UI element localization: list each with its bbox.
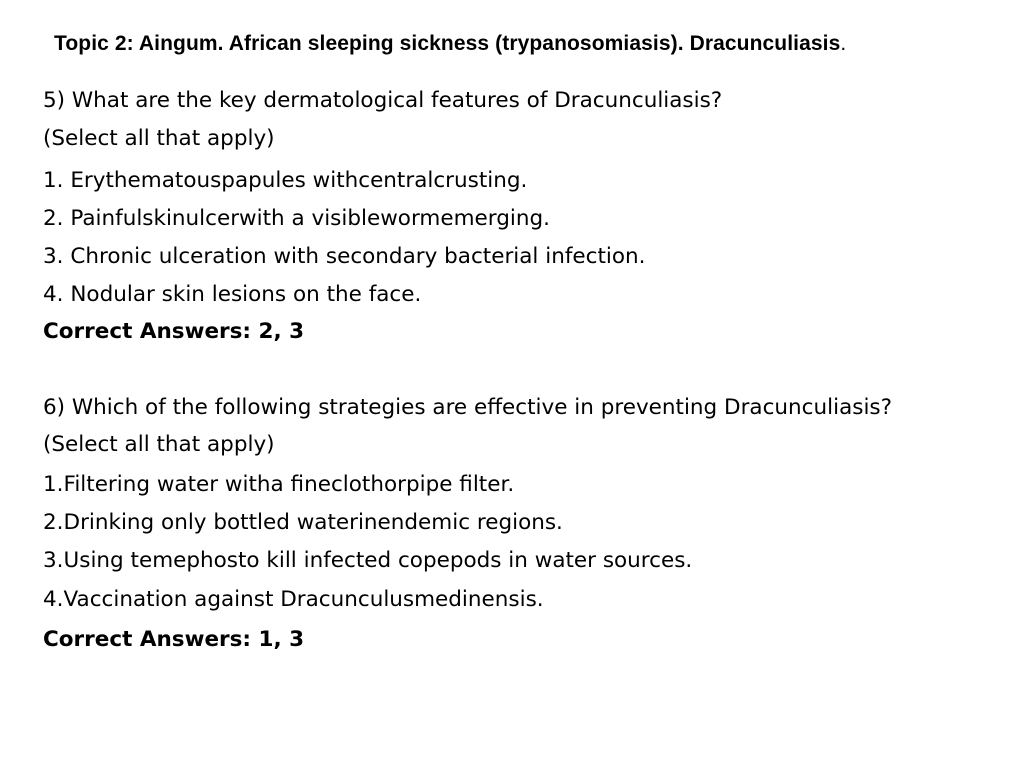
question-6-text: 6) Which of the following strategies are effective in preventing Dracunculiasis? — [43, 395, 893, 420]
question-6-option-1: 1.Filtering water witha fineclothorpipe filter. — [43, 472, 515, 497]
question-5-correct-answers: Correct Answers: 2, 3 — [43, 319, 305, 344]
question-5-option-3: 3. Chronic ulceration with secondary bacterial infection. — [43, 244, 646, 269]
slide-title-period: . — [840, 32, 847, 55]
question-5-option-2: 2. Painfulskinulcerwith a visiblewormemerging. — [43, 206, 550, 231]
question-5-option-4: 4. Nodular skin lesions on the face. — [43, 282, 422, 307]
slide-title-text: Topic 2: Aingum. African sleeping sickness (trypanosomiasis). Dracunculiasis — [54, 32, 841, 55]
question-5-instruction: (Select all that apply) — [43, 126, 275, 151]
question-5-option-1: 1. Erythematouspapules withcentralcrusting. — [43, 168, 528, 193]
question-6-option-2: 2.Drinking only bottled waterinendemic regions. — [43, 510, 563, 535]
question-6-instruction: (Select all that apply) — [43, 432, 275, 457]
question-6-option-4: 4.Vaccination against Dracunculusmedinensis. — [43, 587, 544, 612]
question-6-correct-answers: Correct Answers: 1, 3 — [43, 627, 305, 652]
question-5-text: 5) What are the key dermatological features of Dracunculiasis? — [43, 88, 723, 113]
slide-title — [54, 32, 846, 56]
question-6-option-3: 3.Using temephosto kill infected copepods in water sources. — [43, 548, 693, 573]
